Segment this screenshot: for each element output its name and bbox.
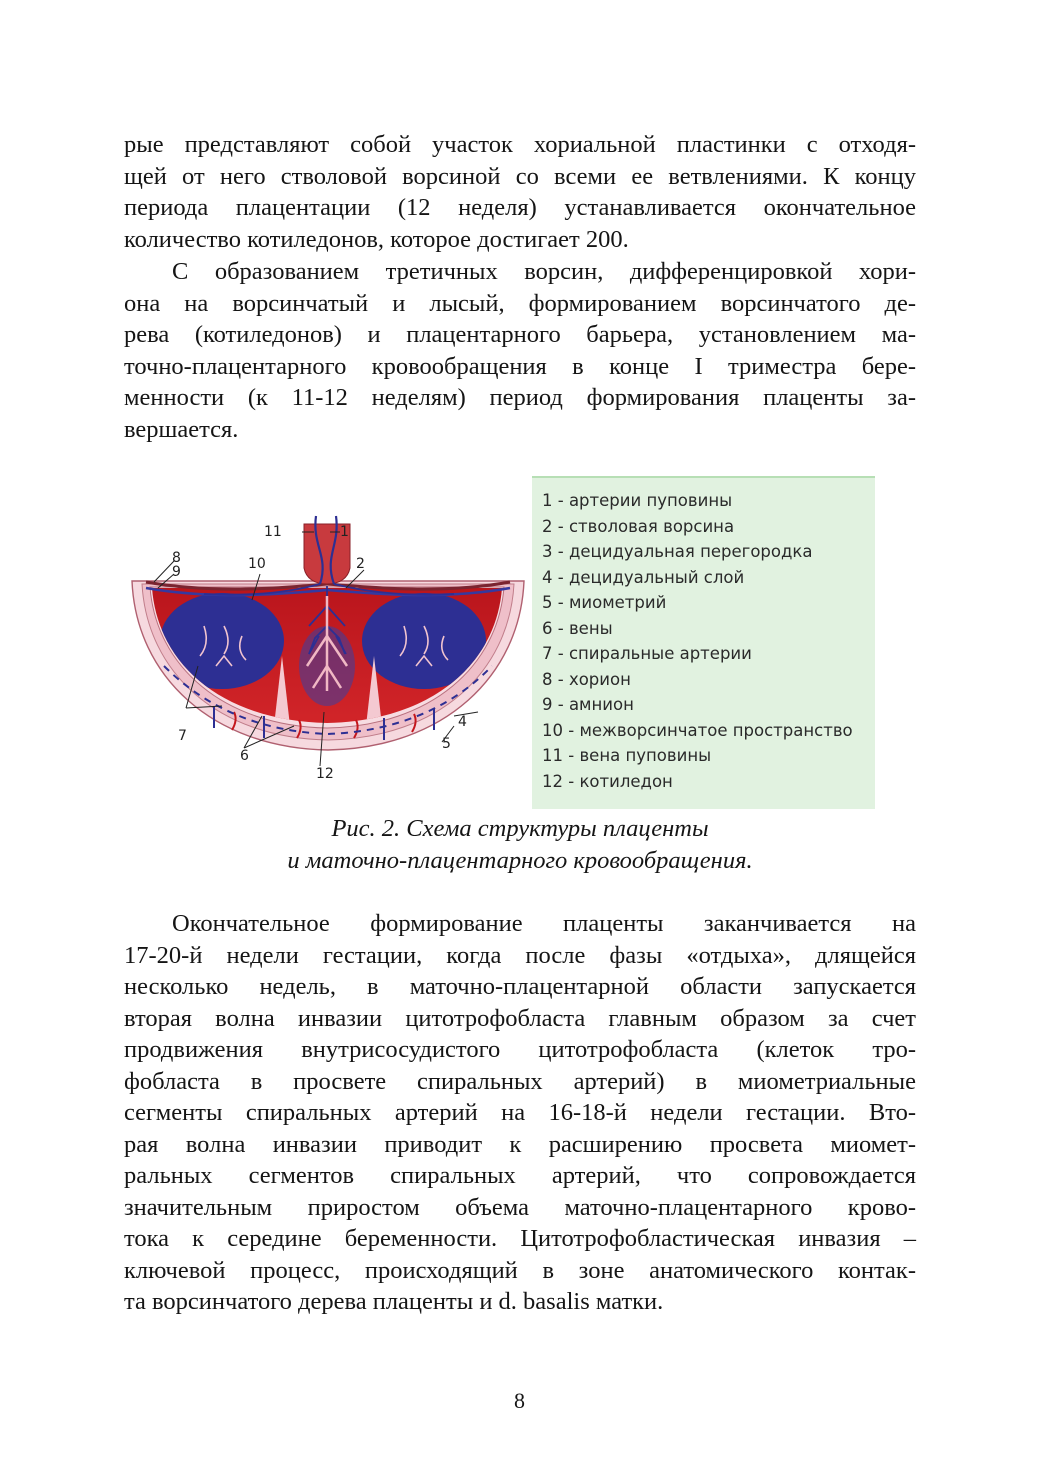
label-1: 1 (340, 524, 349, 540)
legend-item: 8 - хорион (542, 669, 631, 689)
label-4: 4 (458, 714, 467, 730)
text-line: несколько недель, в маточно-плацентарной области запускается (124, 973, 916, 1000)
legend-item: 7 - спиральные артерии (542, 644, 752, 663)
text-line: менности (к 11-12 неделям) период формирования плаценты за- (124, 384, 916, 411)
text-line: периода плацентации (12 неделя) устанавливается окончательное (124, 194, 916, 221)
text-line: рая волна инвазии приводит к расширению просвета миомет- (124, 1130, 916, 1158)
label-2: 2 (356, 556, 365, 572)
text-line: та ворсинчатого дерева плаценты и d. basalis матки. (124, 1288, 664, 1315)
intervillous-space (144, 576, 514, 736)
figure-legend (532, 476, 875, 809)
text-line: количество котиледонов, которое достигает 200. (124, 225, 629, 253)
text-line: точно-плацентарного кровообращения в конце I триместра бере- (124, 352, 916, 380)
paragraph-2 (124, 256, 916, 445)
figure-caption-line-2: и маточно-плацентарного кровообращения. (287, 847, 753, 874)
legend-item: 10 - межворсинчатое пространство (542, 720, 853, 740)
text-line: значительным приростом объема маточно-плацентарного крово- (124, 1193, 916, 1221)
label-8: 8 (172, 550, 181, 566)
text-line: она на ворсинчатый и лысый, формированием ворсинчатого де- (124, 289, 916, 317)
legend-item: 4 - децидуальный слой (542, 567, 745, 587)
text-line: Окончательное формирование плаценты заканчивается на (172, 910, 916, 937)
legend-item: 9 - амнион (542, 695, 634, 714)
label-6: 6 (240, 748, 249, 764)
paragraph-1 (124, 129, 916, 255)
placenta-diagram-svg (124, 476, 532, 809)
figure-caption-line-1: Рис. 2. Схема структуры плаценты (331, 815, 709, 842)
label-7: 7 (178, 728, 187, 744)
legend-item: 11 - вена пуповины (542, 746, 712, 765)
label-10: 10 (248, 556, 266, 572)
text-line: вторая волна инвазии цитотрофобласта главным образом за счет (124, 1004, 916, 1032)
legend-item: 5 - миометрий (542, 593, 667, 612)
paragraph-3 (124, 908, 916, 1318)
text-line: сегменты спиральных артерий на 16-18-й недели гестации. Вто- (124, 1099, 916, 1126)
label-5: 5 (442, 736, 451, 752)
text-line: 17-20-й недели гестации, когда после фазы «отдыха», длящейся (124, 941, 916, 969)
text-line: ключевой процесс, происходящий в зоне анатомического контак- (124, 1256, 916, 1284)
label-12: 12 (316, 766, 334, 782)
text-line: С образованием третичных ворсин, дифференцировкой хори- (172, 258, 916, 285)
label-9: 9 (172, 564, 181, 580)
placenta-figure (124, 476, 875, 809)
text-line: фобласта в просвете спиральных артерий) в миометриальные (124, 1067, 916, 1095)
placenta-diagram (124, 476, 532, 809)
text-line: рева (котиледонов) и плацентарного барьера, установлением ма- (124, 321, 916, 348)
legend-item: 2 - стволовая ворсина (542, 516, 735, 536)
legend-item: 3 - децидуальная перегородка (542, 542, 813, 561)
legend-item: 12 - котиледон (542, 771, 673, 791)
text-line: ральных сегментов спиральных артерий, что сопровождается (124, 1162, 916, 1189)
page-number: 8 (514, 1388, 525, 1413)
text-line: вершается. (124, 415, 239, 443)
legend-item: 6 - вены (542, 618, 613, 638)
text-line: рые представляют собой участок хориальной пластинки с отходя- (124, 131, 916, 158)
text-line: продвижения внутрисосудистого цитотрофобласта (клеток тро- (124, 1036, 916, 1063)
legend-item: 1 - артерии пуповины (542, 491, 733, 510)
label-11: 11 (264, 524, 282, 540)
text-line: щей от него стволовой ворсиной со всеми ее ветвлениями. К концу (124, 162, 916, 190)
text-line: тока к середине беременности. Цитотрофобластическая инвазия – (124, 1225, 916, 1252)
